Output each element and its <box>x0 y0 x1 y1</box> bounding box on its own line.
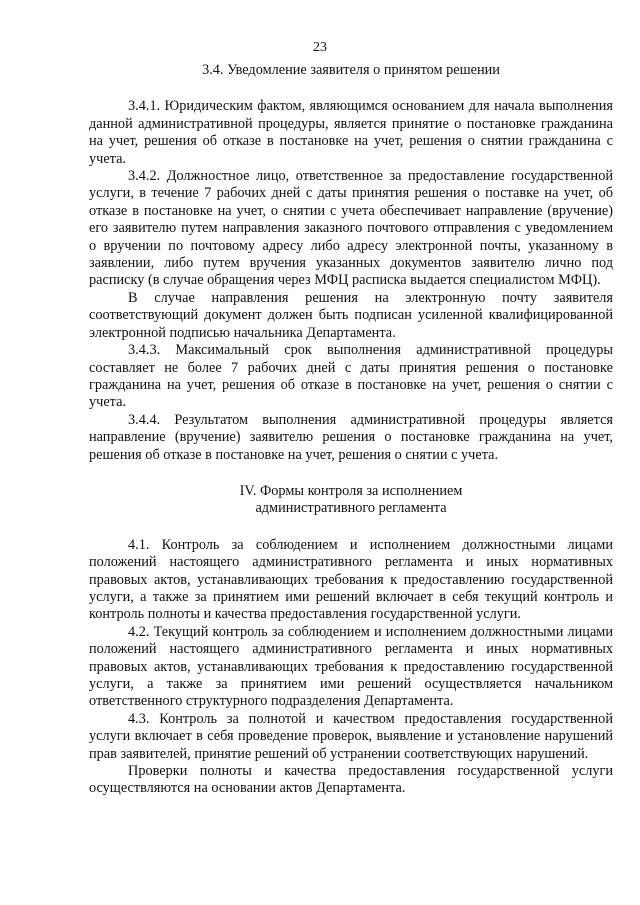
page-number: 23 <box>313 40 327 55</box>
section-iv-title-line2: административного регламента <box>255 500 447 517</box>
paragraph-3-4-4: 3.4.4. Результатом выполнения административной процедуры является направление (вручение) заявителю решения о постановке гражданина на учет, решения об отказе в постановке на учет, решения о снятии с учета. <box>89 411 613 463</box>
section-iv-title-line1: IV. Формы контроля за исполнением <box>239 482 463 499</box>
paragraph-3-4-1: 3.4.1. Юридическим фактом, являющимся основанием для начала выполнения данной административной процедуры, является принятие о постановке гражданина на учет, решения об отказе в постановке на учет, решения о снятии гражданина с учета. <box>89 98 613 167</box>
document-body <box>89 62 613 798</box>
paragraph-3-4-2: 3.4.2. Должностное лицо, ответственное за предоставление государственной услуги, в течение 7 рабочих дней с даты принятия решения о поставке на учет, об отказе в постановке на учет, о снятии с учета обеспечивает направление (вручение) его заявителю путем направления заказного почтового отправления с уведомлением о вручении по почтовому адресу либо адресу электронной почты, указанному в заявлении, либо путем вручения указанных документов заявителю лично под расписку (в случае обращения через МФЦ расписка выдается специалистом МФЦ). <box>89 168 613 289</box>
paragraph-4-3-checks: Проверки полноты и качества предоставления государственной услуги осуществляются на основании актов Департамента. <box>89 763 613 797</box>
paragraph-3-4-3: 3.4.3. Максимальный срок выполнения административной процедуры составляет не более 7 рабочих дней с даты принятия решения о постановке гражданина на учет, решения об отказе в постановке на учет, решения о снятии с учета. <box>89 342 613 411</box>
paragraph-4-3: 4.3. Контроль за полнотой и качеством предоставления государственной услуги включает в себя проведение проверок, выявление и установление нарушений прав заявителей, принятие решений об устранении соответствующих нарушений. <box>89 710 613 762</box>
section-3-4-title: 3.4. Уведомление заявителя о принятом решении <box>202 62 500 78</box>
paragraph-4-1: 4.1. Контроль за соблюдением и исполнением должностными лицами положений настоящего административного регламента и иных нормативных правовых актов, устанавливающих требования к предоставлению государственной услуги, а также за принятием ими решений включает в себя текущий контроль и контроль полноты и качества предоставления государственной услуги. <box>89 536 613 623</box>
paragraph-3-4-2-email: В случае направления решения на электронную почту заявителя соответствующий документ должен быть подписан усиленной квалифицированной электронной подписью начальника Департамента. <box>89 289 613 341</box>
paragraph-4-2: 4.2. Текущий контроль за соблюдением и исполнением должностными лицами положений настоящего административного регламента и иных нормативных правовых актов, устанавливающих требования к предоставлению государственной услуги, а также за принятием ими решений осуществляется начальником ответственного структурного подразделения Департамента. <box>89 623 613 710</box>
